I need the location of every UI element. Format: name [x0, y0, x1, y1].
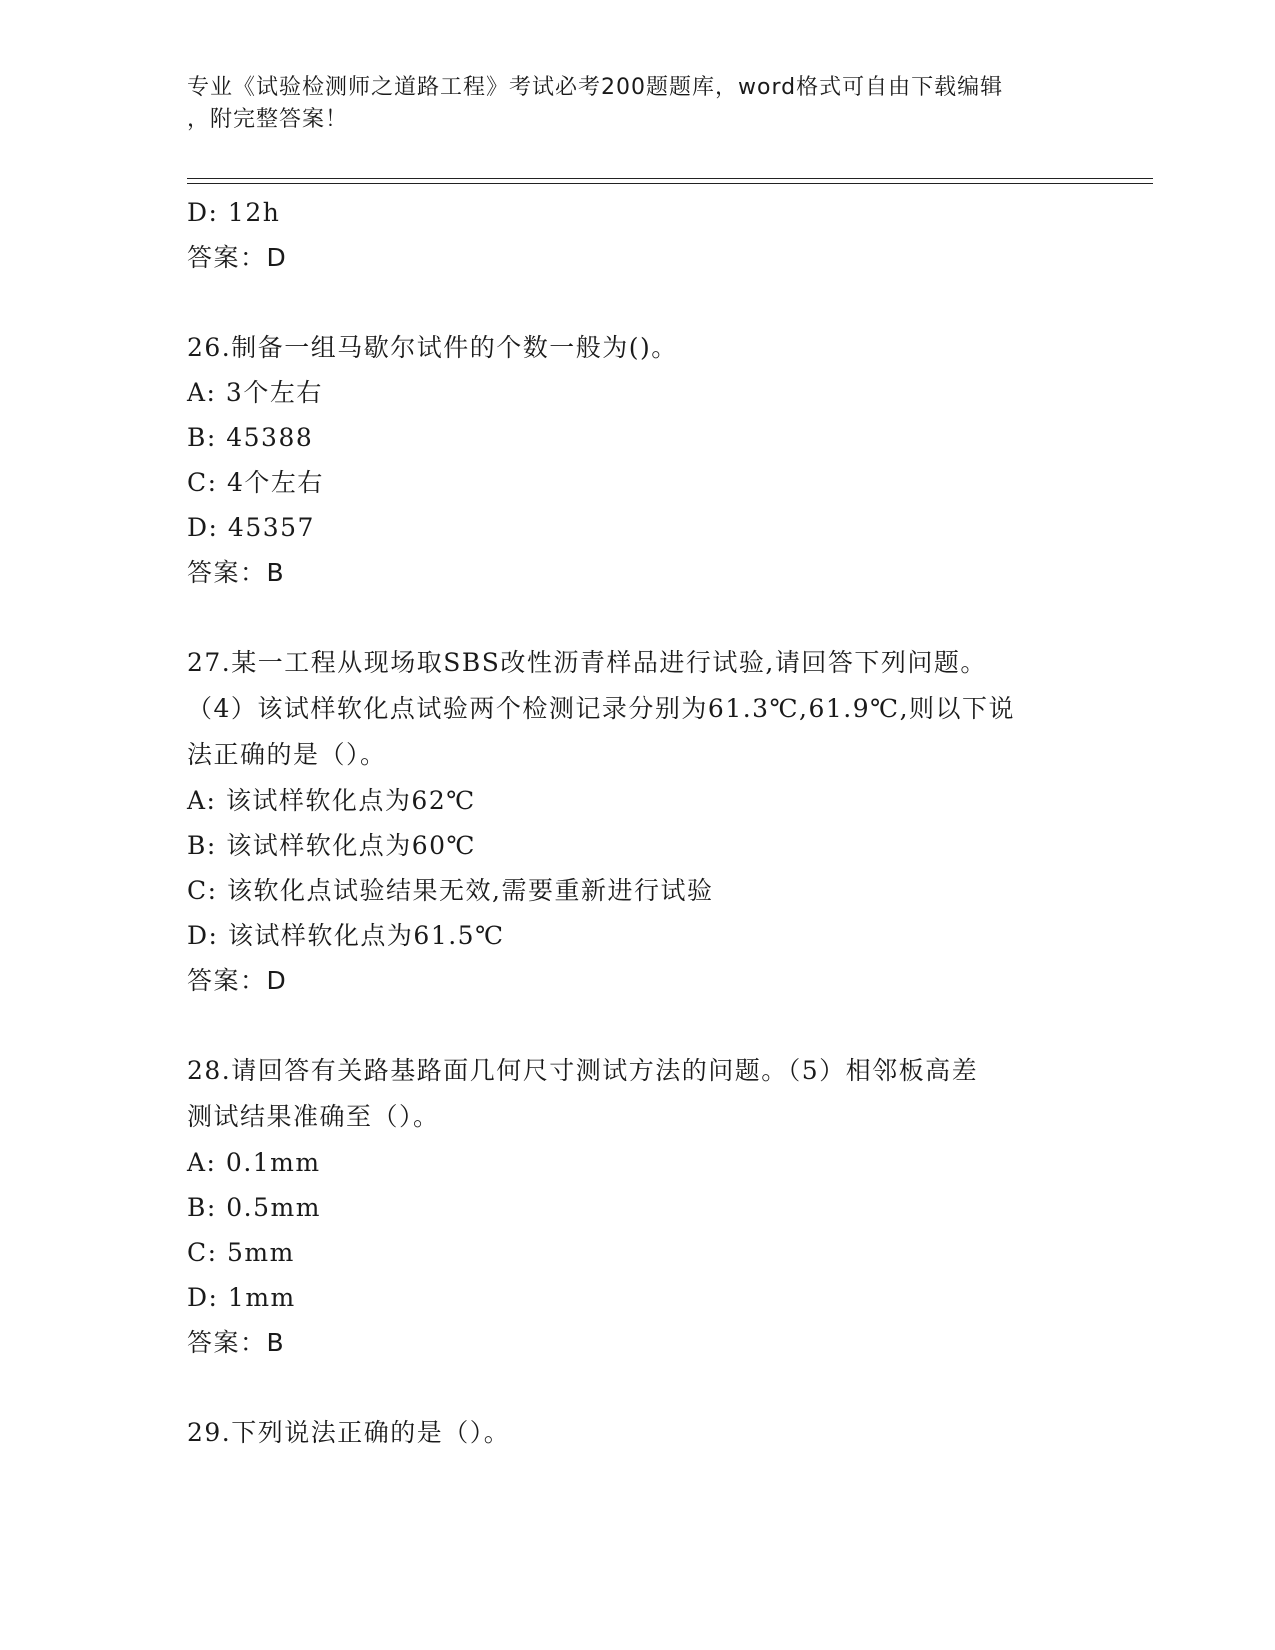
answer-line: 答案：B: [187, 1328, 286, 1357]
header-divider-second: [187, 183, 1153, 184]
question-26: [187, 325, 1087, 595]
question-stem-line-2: 测试结果准确至（）。: [187, 1102, 440, 1131]
option-b: B: 45388: [187, 423, 314, 452]
option-d: D: 45357: [187, 513, 315, 542]
header-title-line: 专业《试验检测师之道路工程》考试必考200题题库，word格式可自由下载编辑: [187, 75, 1004, 100]
question-stem: 26.制备一组马歇尔试件的个数一般为()。: [187, 333, 678, 362]
option-c: C: 该软化点试验结果无效,需要重新进行试验: [187, 876, 714, 905]
option-a: A: 该试样软化点为62℃: [187, 786, 476, 815]
question-28: [187, 1048, 1087, 1365]
header-divider: [187, 178, 1153, 179]
question-list: [187, 190, 1087, 1455]
question-stem: 28.请回答有关路基路面几何尺寸测试方法的问题。（5）相邻板高差: [187, 1056, 979, 1085]
option-b: B: 该试样软化点为60℃: [187, 831, 477, 860]
question-stem-line-3: 法正确的是（）。: [187, 740, 387, 769]
header-title-line-2: ，附完整答案！: [187, 107, 349, 132]
option-c: C: 4个左右: [187, 468, 324, 497]
option-d: D: 12h: [187, 198, 281, 227]
question-stem-line-2: （4）该试样软化点试验两个检测记录分别为61.3℃,61.9℃,则以下说: [187, 694, 1016, 723]
question-stem: 29.下列说法正确的是（）。: [187, 1418, 511, 1447]
option-d: D: 1mm: [187, 1283, 296, 1312]
answer-line: 答案：D: [187, 966, 288, 995]
option-a: A: 0.1mm: [187, 1148, 321, 1177]
option-b: B: 0.5mm: [187, 1193, 321, 1222]
answer-line: 答案：B: [187, 558, 286, 587]
option-a: A: 3个左右: [187, 378, 323, 407]
question-stem: 27.某一工程从现场取SBS改性沥青样品进行试验,请回答下列问题。: [187, 648, 987, 677]
page-header: [187, 72, 1087, 136]
answer-line: 答案：D: [187, 243, 288, 272]
question-29: [187, 1410, 1087, 1455]
question-27: [187, 640, 1087, 1003]
option-c: C: 5mm: [187, 1238, 295, 1267]
option-d: D: 该试样软化点为61.5℃: [187, 921, 505, 950]
